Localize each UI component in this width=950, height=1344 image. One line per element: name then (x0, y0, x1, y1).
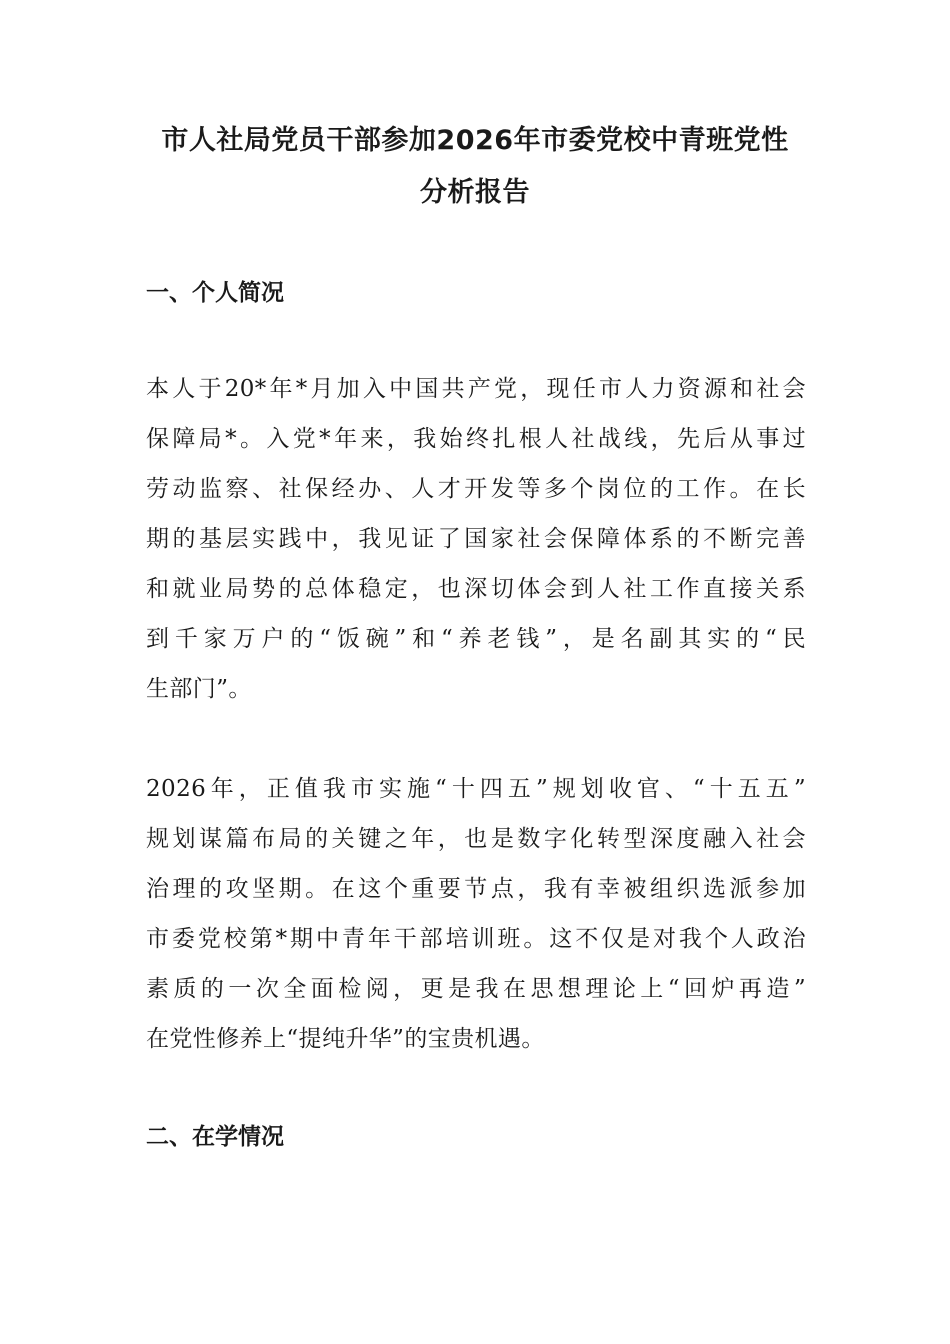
section-heading-study-status: 二、在学情况 (146, 1123, 284, 1150)
paragraph-line: 和就业局势的总体稳定，也深切体会到人社工作直接关系 (146, 576, 806, 602)
paragraph-line: 市委党校第*期中青年干部培训班。这不仅是对我个人政治 (146, 926, 806, 952)
document-title-line-2: 分析报告 (420, 177, 530, 208)
paragraph-personal-profile (146, 364, 806, 714)
paragraph-line: 素质的一次全面检阅，更是我在思想理论上“回炉再造” (146, 976, 806, 1002)
paragraph-line: 治理的攻坚期。在这个重要节点，我有幸被组织选派参加 (146, 876, 806, 902)
paragraph-line: 2026年，正值我市实施“十四五”规划收官、“十五五” (146, 776, 806, 802)
paragraph-line: 劳动监察、社保经办、人才开发等多个岗位的工作。在长 (146, 476, 806, 502)
paragraph-training-opportunity (146, 764, 806, 1064)
paragraph-line: 到千家万户的“饭碗”和“养老钱”，是名副其实的“民 (146, 626, 806, 652)
paragraph-line: 期的基层实践中，我见证了国家社会保障体系的不断完善 (146, 526, 806, 552)
document-title-line-1: 市人社局党员干部参加2026年市委党校中青班党性 (161, 125, 789, 156)
paragraph-line: 保障局*。入党*年来，我始终扎根人社战线，先后从事过 (146, 426, 806, 452)
paragraph-line: 生部门”。 (146, 676, 252, 702)
paragraph-line: 规划谋篇布局的关键之年，也是数字化转型深度融入社会 (146, 826, 806, 852)
paragraph-line: 本人于20*年*月加入中国共产党，现任市人力资源和社会 (146, 376, 806, 402)
paragraph-line: 在党性修养上“提纯升华”的宝贵机遇。 (146, 1026, 545, 1052)
section-heading-personal-profile: 一、个人简况 (146, 279, 284, 306)
